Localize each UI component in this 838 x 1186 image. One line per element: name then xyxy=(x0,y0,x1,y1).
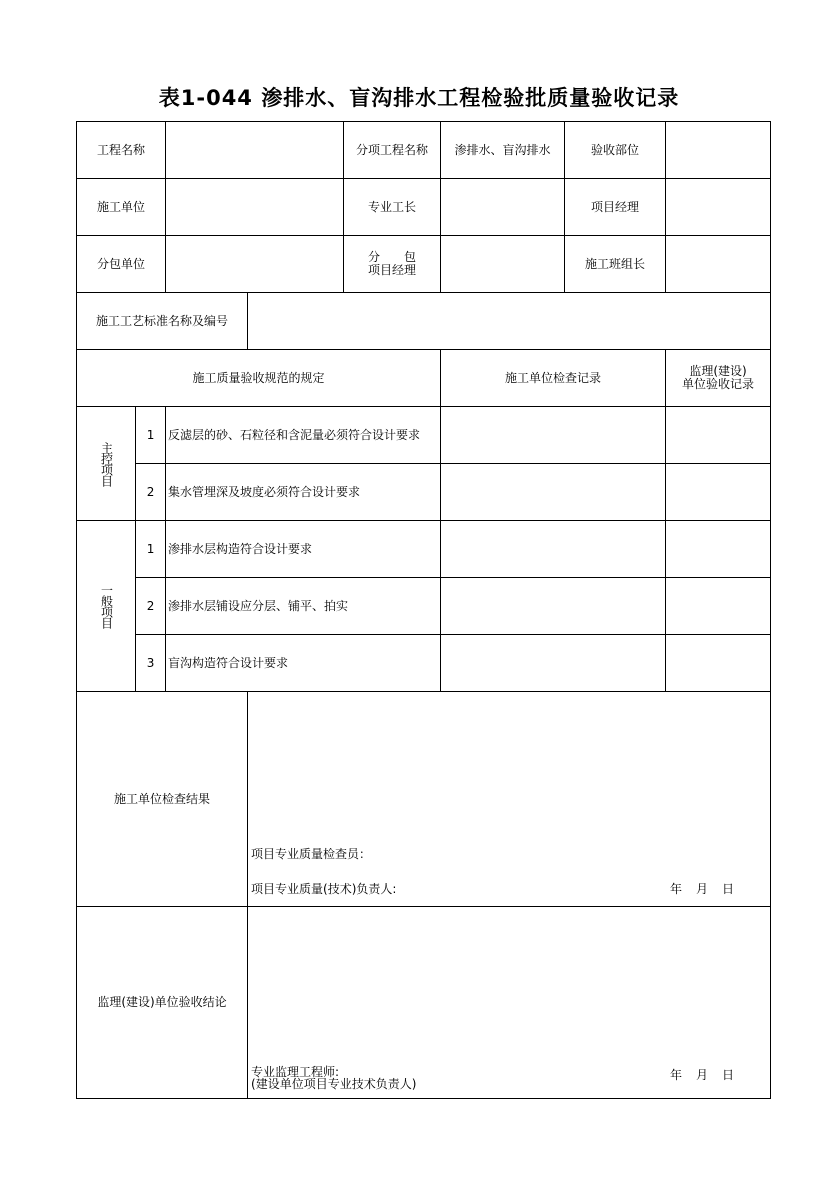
foreman-label: 专业工长 xyxy=(344,179,441,236)
inspector-label: 项目专业质量检查员： xyxy=(251,847,372,861)
year-label: 年 xyxy=(669,882,682,896)
inspection-form-table xyxy=(76,121,771,1099)
item-text: 渗排水层构造符合设计要求 xyxy=(166,521,441,578)
owner-rep-label: (建设单位项目专业技术负责人) xyxy=(251,1077,417,1091)
supervision-result-label: 监理(建设)单位验收结论 xyxy=(77,907,248,1099)
supervisor-record-field[interactable] xyxy=(666,407,771,464)
sub-pm-field[interactable] xyxy=(441,236,565,293)
tech-lead-label: 项目专业质量(技术)负责人: xyxy=(251,882,397,896)
construction-result-label: 施工单位检查结果 xyxy=(77,692,248,907)
item-text: 渗排水层铺设应分层、铺平、拍实 xyxy=(166,578,441,635)
check-record-field[interactable] xyxy=(441,464,666,521)
project-name-field[interactable] xyxy=(166,122,344,179)
supervisor-record-field[interactable] xyxy=(666,521,771,578)
spec-column-header: 施工质量验收规范的规定 xyxy=(77,350,441,407)
team-leader-field[interactable] xyxy=(666,236,771,293)
supervisor-record-field[interactable] xyxy=(666,635,771,692)
check-record-column-header: 施工单位检查记录 xyxy=(441,350,666,407)
item-number: 3 xyxy=(136,635,166,692)
supervisor-column-header xyxy=(666,350,771,407)
project-manager-label: 项目经理 xyxy=(565,179,666,236)
check-record-field[interactable] xyxy=(441,521,666,578)
construction-result-field[interactable] xyxy=(248,692,771,907)
supervision-result-field[interactable] xyxy=(248,907,771,1099)
engineer-label: 专业监理工程师: xyxy=(251,1065,340,1079)
item-text: 反滤层的砂、石粒径和含泥量必须符合设计要求 xyxy=(166,407,441,464)
supervisor-record-field[interactable] xyxy=(666,578,771,635)
subcontractor-field[interactable] xyxy=(166,236,344,293)
page-title: 表1-044 渗排水、盲沟排水工程检验批质量验收记录 xyxy=(158,86,680,110)
supervisor-header-line1: 监理(建设) xyxy=(689,364,747,378)
day-label: 日 xyxy=(722,882,735,896)
sub-pm-label-line2: 项目经理 xyxy=(368,263,417,277)
item-text: 集水管埋深及坡度必须符合设计要求 xyxy=(166,464,441,521)
acceptance-part-label: 验收部位 xyxy=(565,122,666,179)
process-standard-label: 施工工艺标准名称及编号 xyxy=(77,293,248,350)
item-number: 2 xyxy=(136,578,166,635)
year-label: 年 xyxy=(669,1068,682,1082)
check-record-field[interactable] xyxy=(441,407,666,464)
item-number: 1 xyxy=(136,521,166,578)
check-record-field[interactable] xyxy=(441,635,666,692)
month-label: 月 xyxy=(695,882,708,896)
team-leader-label: 施工班组长 xyxy=(565,236,666,293)
sub-pm-label xyxy=(344,236,441,293)
date-label xyxy=(656,883,734,896)
sub-project-value: 渗排水、盲沟排水 xyxy=(441,122,565,179)
item-number: 1 xyxy=(136,407,166,464)
main-items-label: 主控项目 xyxy=(99,441,114,486)
supervisor-header-line2: 单位验收记录 xyxy=(682,377,755,391)
general-items-group xyxy=(77,521,136,692)
item-text: 盲沟构造符合设计要求 xyxy=(166,635,441,692)
general-items-label: 一般项目 xyxy=(99,584,114,628)
project-manager-field[interactable] xyxy=(666,179,771,236)
day-label: 日 xyxy=(722,1068,735,1082)
subcontractor-label: 分包单位 xyxy=(77,236,166,293)
supervisor-record-field[interactable] xyxy=(666,464,771,521)
item-number: 2 xyxy=(136,464,166,521)
foreman-field[interactable] xyxy=(441,179,565,236)
acceptance-part-field[interactable] xyxy=(666,122,771,179)
process-standard-field[interactable] xyxy=(248,293,771,350)
date-label xyxy=(656,1069,734,1090)
month-label: 月 xyxy=(695,1068,708,1082)
sub-pm-label-line1: 分 包 xyxy=(368,250,417,264)
construction-unit-label: 施工单位 xyxy=(77,179,166,236)
main-items-group xyxy=(77,407,136,521)
sub-project-label: 分项工程名称 xyxy=(344,122,441,179)
check-record-field[interactable] xyxy=(441,578,666,635)
construction-unit-field[interactable] xyxy=(166,179,344,236)
project-name-label: 工程名称 xyxy=(77,122,166,179)
